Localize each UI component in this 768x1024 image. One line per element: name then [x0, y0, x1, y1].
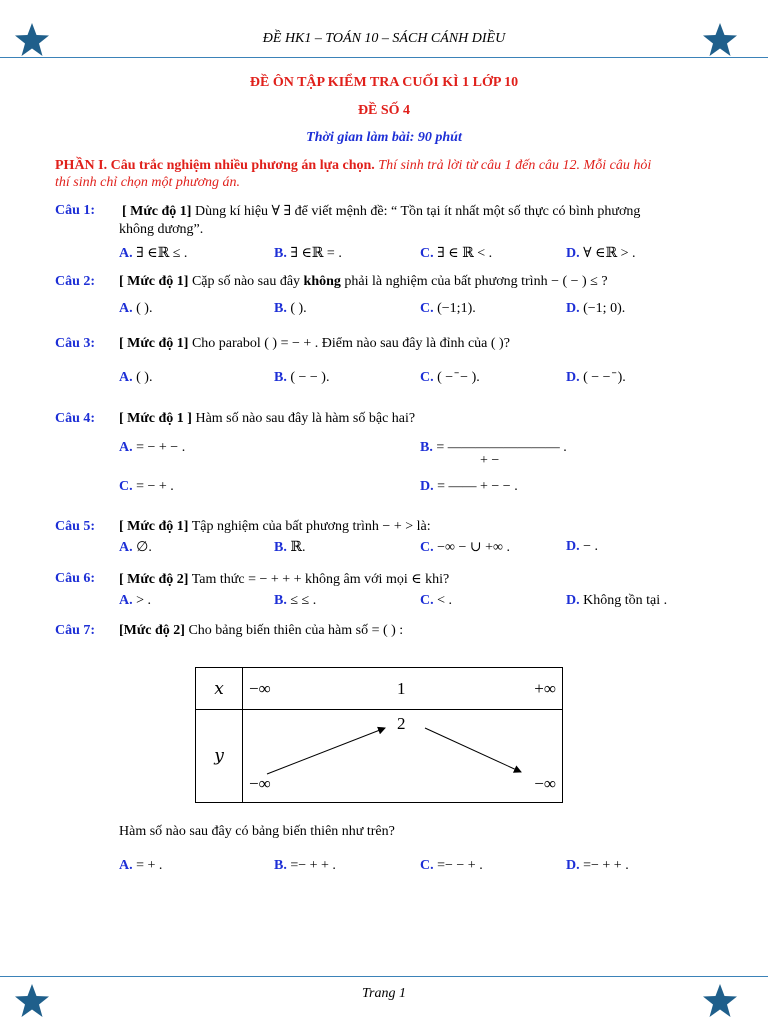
question-text: [ Mức độ 1] Cho parabol ( ) = − + . Điểm nào sau đây là đỉnh của ( )? — [119, 336, 510, 351]
option-a: A. ∅. — [119, 540, 152, 555]
variation-y-label: y — [214, 746, 224, 766]
option-c: C. = − + . — [119, 479, 174, 494]
option-b: B. ( − − ). — [274, 370, 330, 385]
option-c: C. ∃ ∈ ℝ < . — [420, 246, 493, 261]
option-d: D. − . — [566, 539, 599, 554]
question-followup: Hàm số nào sau đây có bảng biến thiên như trên? — [119, 824, 395, 839]
footer-rule — [0, 976, 768, 977]
option-c: C. (−1;1). — [420, 301, 476, 316]
option-d: D. ∀ ∈ℝ > . — [566, 246, 636, 261]
option-a: A. = + . — [119, 858, 163, 873]
option-a: A. > . — [119, 593, 152, 608]
question-body-cont: không dương”. — [119, 222, 204, 237]
question-text: [ Mức độ 1] Tập nghiệm của bất phương trình − + > là: — [119, 519, 431, 534]
exam-number: ĐỀ SỐ 4 — [357, 103, 411, 118]
page-number: Trang 1 — [362, 986, 406, 1001]
option-c: C. < . — [420, 593, 453, 608]
part1-heading: PHẦN I. Câu trắc nghiệm nhiều phương án lựa chọn. — [55, 158, 375, 173]
question-label: Câu 6: — [55, 571, 96, 586]
question-level: [ Mức độ 1] — [122, 204, 192, 219]
option-c: C. −∞ − ∪ +∞ . — [420, 540, 511, 555]
option-b: B. = ———————— . — [420, 440, 567, 455]
option-d: D. Không tồn tại . — [566, 593, 668, 608]
option-b-denominator: + − — [480, 453, 500, 468]
option-a: A. ( ). — [119, 370, 153, 385]
option-b: B. =− + + . — [274, 858, 336, 873]
question-body: Dùng kí hiệu ∀ ∃ để viết mệnh đề: “ Tồn tại ít nhất một số thực có bình phương — [194, 204, 641, 219]
question-text: [ Mức độ 1] Cặp số nào sau đây không phải là nghiệm của bất phương trình − ( − ) ≤ ? — [119, 274, 608, 289]
question-label: Câu 4: — [55, 411, 96, 426]
option-d: D. (−1; 0). — [566, 301, 626, 316]
y-value-peak: 2 — [397, 714, 406, 733]
variation-arrows — [243, 710, 564, 803]
question-text: [Mức độ 2] Cho bảng biến thiên của hàm số = ( ) : — [119, 623, 404, 638]
option-d: D. ( − − ̄ ). — [566, 370, 626, 385]
exam-title: ĐỀ ÔN TẬP KIỂM TRA CUỐI KÌ 1 LỚP 10 — [249, 75, 519, 90]
question-label: Câu 1: — [55, 203, 96, 218]
variation-x-label: x — [214, 678, 224, 699]
option-b: B. ∃ ∈ℝ = . — [274, 246, 342, 261]
increasing-arrow — [267, 728, 385, 774]
option-d: D. =− + + . — [566, 858, 629, 873]
x-value-right: +∞ — [534, 679, 556, 698]
option-a: A. ∃ ∈ℝ ≤ . — [119, 246, 188, 261]
option-b: B. ℝ. — [274, 540, 306, 555]
variation-y-row — [243, 710, 563, 803]
option-b: B. ( ). — [274, 301, 307, 316]
variation-x-label-cell — [196, 668, 243, 710]
decreasing-arrow — [425, 728, 521, 772]
header-rule — [0, 57, 768, 58]
x-value-middle: 1 — [397, 679, 406, 698]
option-a: A. ( ). — [119, 301, 153, 316]
question-text — [122, 203, 640, 220]
exam-time: Thời gian làm bài: 90 phút — [306, 130, 462, 145]
option-d: D. = —— + − − . — [420, 479, 518, 494]
y-value-left: −∞ — [249, 774, 271, 793]
option-b: B. ≤ ≤ . — [274, 593, 317, 608]
option-c: C. ( − ̄ − ). — [420, 370, 480, 385]
header-title: ĐỀ HK1 – TOÁN 10 – SÁCH CÁNH DIỀU — [262, 31, 506, 46]
variation-table — [195, 667, 563, 803]
question-label: Câu 7: — [55, 623, 96, 638]
question-label: Câu 3: — [55, 336, 96, 351]
x-value-left: −∞ — [249, 679, 271, 698]
part1-line1 — [55, 158, 651, 174]
question-text: [ Mức độ 1 ] Hàm số nào sau đây là hàm số bậc hai? — [119, 411, 416, 426]
y-value-right: −∞ — [534, 774, 556, 793]
variation-x-row — [243, 668, 563, 710]
option-c: C. =− − + . — [420, 858, 483, 873]
question-label: Câu 5: — [55, 519, 96, 534]
option-a: A. = − + − . — [119, 440, 186, 455]
question-label: Câu 2: — [55, 274, 96, 289]
part1-instruction1: Thí sinh trả lời từ câu 1 đến câu 12. Mỗi câu hỏi — [378, 158, 652, 173]
question-text: [ Mức độ 2] Tam thức = − + + + không âm với mọi ∈ khi? — [119, 572, 450, 587]
variation-y-label-cell — [196, 710, 243, 803]
part1-instruction2: thí sinh chỉ chọn một phương án. — [55, 175, 241, 190]
